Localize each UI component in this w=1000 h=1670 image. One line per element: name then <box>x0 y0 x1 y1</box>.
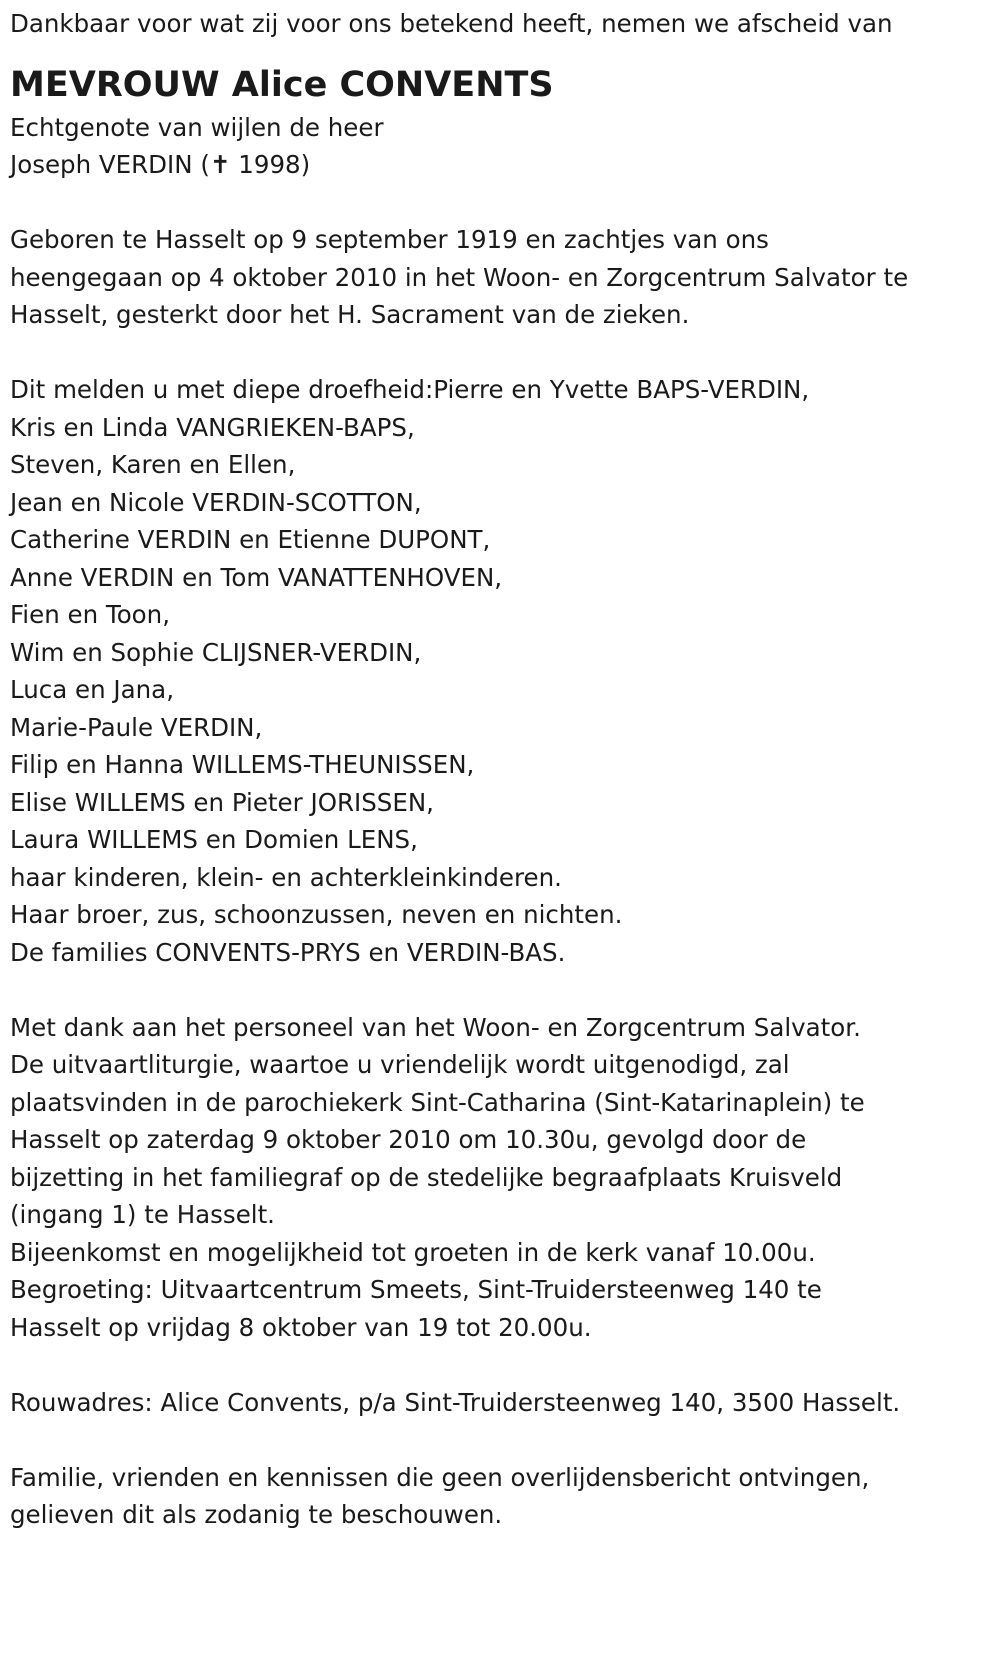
birth-death-line: heengegaan op 4 oktober 2010 in het Woon- en Zorgcentrum Salvator te <box>10 262 909 292</box>
funeral-line: (ingang 1) te Hasselt. <box>10 1200 275 1229</box>
family-line: Anne VERDIN en Tom VANATTENHOVEN, <box>10 562 503 592</box>
family-line: Dit melden u met diepe droefheid:Pierre en Yvette BAPS-VERDIN, <box>10 375 810 404</box>
paragraph-gap <box>10 971 990 1009</box>
family-line: Jean en Nicole VERDIN-SCOTTON, <box>10 487 422 517</box>
family-line: Luca en Jana, <box>10 675 174 704</box>
funeral-line: Hasselt op vrijdag 8 oktober van 19 tot 20.00u. <box>10 1312 592 1342</box>
birth-death-line: Hasselt, gesterkt door het H. Sacrament van de zieken. <box>10 300 690 329</box>
family-line: Kris en Linda VANGRIEKEN-BAPS, <box>10 412 415 442</box>
family-line: Haar broer, zus, schoonzussen, neven en nichten. <box>10 900 623 929</box>
closing-section <box>10 1459 990 1534</box>
family-line: Elise WILLEMS en Pieter JORISSEN, <box>10 787 434 817</box>
family-line: Steven, Karen en Ellen, <box>10 450 296 479</box>
funeral-line: Met dank aan het personeel van het Woon- en Zorgcentrum Salvator. <box>10 1012 861 1042</box>
paragraph-gap <box>10 1421 990 1459</box>
family-line: Filip en Hanna WILLEMS-THEUNISSEN, <box>10 750 475 779</box>
spouse-line: Echtgenote van wijlen de heer <box>10 112 384 142</box>
funeral-line: Begroeting: Uitvaartcentrum Smeets, Sint-Truidersteenweg 140 te <box>10 1275 822 1304</box>
paragraph-gap <box>10 334 990 372</box>
family-line: De families CONVENTS-PRYS en VERDIN-BAS. <box>10 937 566 967</box>
family-line: Wim en Sophie CLIJSNER-VERDIN, <box>10 637 422 667</box>
intro-text: Dankbaar voor wat zij voor ons betekend heeft, nemen we afscheid van <box>10 9 893 38</box>
family-line: Catherine VERDIN en Etienne DUPONT, <box>10 525 491 554</box>
funeral-section <box>10 1009 990 1347</box>
paragraph-gap <box>10 184 990 222</box>
funeral-line: Bijeenkomst en mogelijkheid tot groeten in de kerk vanaf 10.00u. <box>10 1237 816 1267</box>
family-section <box>10 371 990 971</box>
funeral-line: bijzetting in het familiegraf op de stedelijke begraafplaats Kruisveld <box>10 1162 843 1192</box>
paragraph-gap <box>10 1346 990 1384</box>
family-line: Fien en Toon, <box>10 600 170 629</box>
funeral-line: De uitvaartliturgie, waartoe u vriendelijk wordt uitgenodigd, zal <box>10 1050 790 1079</box>
birth-death-section <box>10 221 990 334</box>
spouse-section <box>10 109 990 184</box>
closing-line: Familie, vrienden en kennissen die geen overlijdensbericht ontvingen, <box>10 1462 870 1492</box>
closing-line: gelieven dit als zodanig te beschouwen. <box>10 1500 503 1529</box>
funeral-line: plaatsvinden in de parochiekerk Sint-Catharina (Sint-Katarinaplein) te <box>10 1087 865 1117</box>
family-line: Marie-Paule VERDIN, <box>10 712 263 742</box>
family-line: Laura WILLEMS en Domien LENS, <box>10 825 418 854</box>
funeral-line: Hasselt op zaterdag 9 oktober 2010 om 10.30u, gevolgd door de <box>10 1125 807 1154</box>
mourning-address: Rouwadres: Alice Convents, p/a Sint-Truidersteenweg 140, 3500 Hasselt. <box>10 1387 901 1417</box>
spouse-line: Joseph VERDIN (✝ 1998) <box>10 150 311 179</box>
obituary-notice <box>10 0 990 1534</box>
family-line: haar kinderen, klein- en achterkleinkinderen. <box>10 862 562 892</box>
birth-death-line: Geboren te Hasselt op 9 september 1919 en zachtjes van ons <box>10 225 769 254</box>
deceased-name: MEVROUW Alice CONVENTS <box>10 64 554 105</box>
